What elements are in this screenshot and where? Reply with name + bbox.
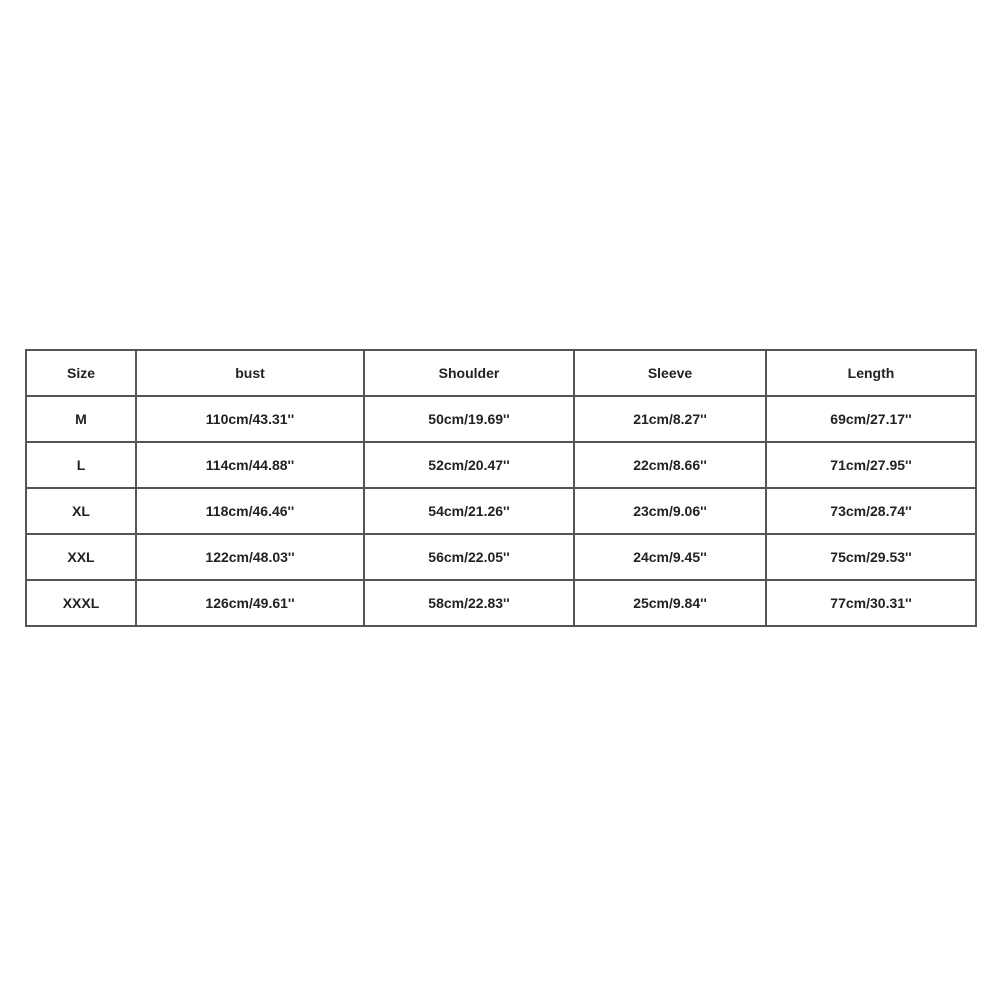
cell-sleeve: 23cm/9.06'' — [574, 488, 766, 534]
header-length: Length — [766, 350, 976, 396]
cell-shoulder: 52cm/20.47'' — [364, 442, 574, 488]
cell-sleeve: 24cm/9.45'' — [574, 534, 766, 580]
header-shoulder: Shoulder — [364, 350, 574, 396]
cell-shoulder: 50cm/19.69'' — [364, 396, 574, 442]
header-sleeve: Sleeve — [574, 350, 766, 396]
cell-length: 69cm/27.17'' — [766, 396, 976, 442]
cell-length: 71cm/27.95'' — [766, 442, 976, 488]
cell-size: M — [26, 396, 136, 442]
cell-shoulder: 54cm/21.26'' — [364, 488, 574, 534]
cell-length: 77cm/30.31'' — [766, 580, 976, 626]
cell-length: 75cm/29.53'' — [766, 534, 976, 580]
cell-size: L — [26, 442, 136, 488]
table-row — [26, 534, 976, 580]
cell-length: 73cm/28.74'' — [766, 488, 976, 534]
cell-bust: 122cm/48.03'' — [136, 534, 364, 580]
cell-size: XXL — [26, 534, 136, 580]
cell-sleeve: 25cm/9.84'' — [574, 580, 766, 626]
header-row — [26, 350, 976, 396]
cell-sleeve: 21cm/8.27'' — [574, 396, 766, 442]
header-bust: bust — [136, 350, 364, 396]
size-chart-table — [25, 349, 977, 627]
table-row — [26, 396, 976, 442]
table-row — [26, 488, 976, 534]
header-size: Size — [26, 350, 136, 396]
cell-shoulder: 58cm/22.83'' — [364, 580, 574, 626]
cell-size: XXXL — [26, 580, 136, 626]
cell-bust: 114cm/44.88'' — [136, 442, 364, 488]
table-row — [26, 580, 976, 626]
cell-sleeve: 22cm/8.66'' — [574, 442, 766, 488]
cell-size: XL — [26, 488, 136, 534]
cell-bust: 118cm/46.46'' — [136, 488, 364, 534]
cell-shoulder: 56cm/22.05'' — [364, 534, 574, 580]
cell-bust: 126cm/49.61'' — [136, 580, 364, 626]
table-row — [26, 442, 976, 488]
cell-bust: 110cm/43.31'' — [136, 396, 364, 442]
